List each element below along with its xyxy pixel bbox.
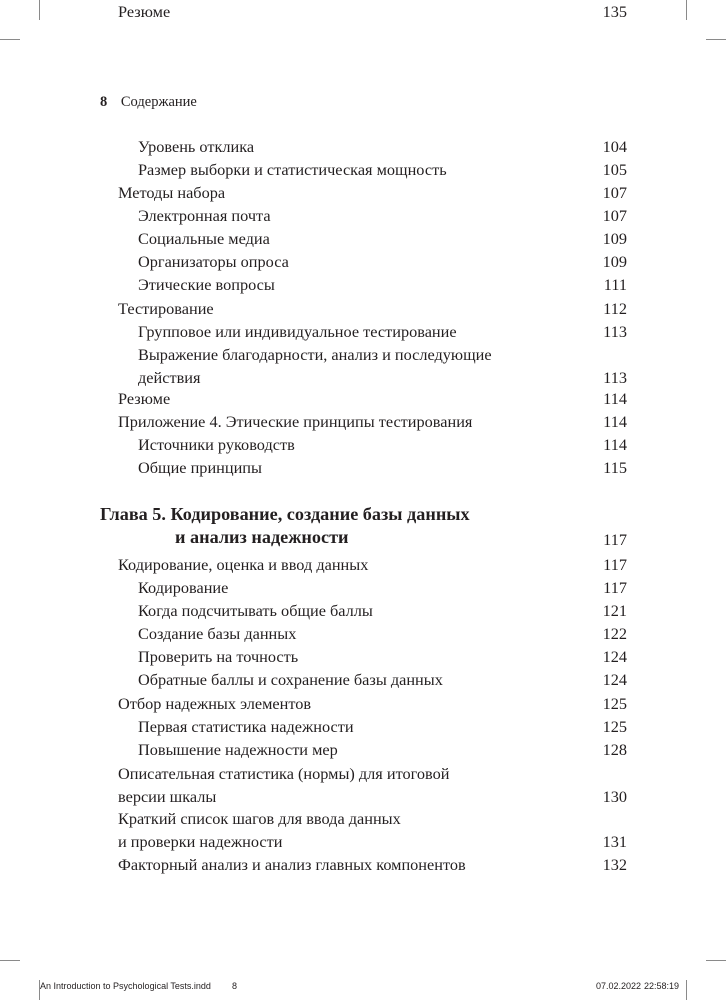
- toc-entry-page: 128: [602, 740, 627, 759]
- toc-entry-page: 117: [603, 555, 627, 574]
- toc-entry-page: 105: [602, 160, 627, 179]
- toc-entry-page: 121: [602, 601, 627, 620]
- toc-entry-title: Этические вопросы: [138, 275, 275, 294]
- toc-entry-title: Электронная почта: [138, 206, 271, 225]
- toc-entry-title-cont: версии шкалы: [118, 787, 217, 806]
- toc-entry-title: Когда подсчитывать общие баллы: [138, 601, 373, 620]
- footer-page: 8: [232, 981, 238, 991]
- toc-entry-title-cont: действия: [138, 368, 201, 387]
- chapter-title-cont: и анализ надежности: [175, 527, 349, 547]
- toc-entry-page: 132: [602, 855, 627, 874]
- toc-entry-page: 109: [602, 252, 627, 271]
- chapter-page: 117: [603, 530, 627, 549]
- toc-entry-page: 131: [602, 832, 627, 851]
- toc-entry-title: Общие принципы: [138, 458, 262, 477]
- toc-entry-page: 124: [602, 647, 627, 666]
- toc-entry-title: Повышение надежности мер: [138, 740, 338, 759]
- toc-entry-title: Описательная статистика (нормы) для итоговой: [118, 764, 450, 783]
- toc-entry-title: Обратные баллы и сохранение базы данных: [138, 670, 443, 689]
- toc-entry-page: 104: [602, 137, 627, 156]
- toc-entry-title: Приложение 4. Этические принципы тестирования: [118, 412, 473, 431]
- running-head-title: Содержание: [120, 94, 197, 110]
- footer-filename: An Introduction to Psychological Tests.indd: [40, 981, 211, 991]
- toc-entry-title: Создание базы данных: [138, 624, 297, 643]
- toc-entry-page: 113: [603, 322, 627, 341]
- toc-entry-title: Факторный анализ и анализ главных компонентов: [118, 855, 466, 874]
- toc-entry-page: 115: [603, 458, 627, 477]
- toc-entry-page: 130: [602, 787, 627, 806]
- toc-entry-page: 125: [602, 694, 627, 713]
- toc-entry-title: Кодирование, оценка и ввод данных: [118, 555, 369, 574]
- toc-entry-title: Выражение благодарности, анализ и последующие: [138, 345, 492, 364]
- print-footer: [0, 981, 726, 997]
- toc-entry-page: 122: [602, 624, 627, 643]
- footer-date: 07.02.2022: [596, 981, 642, 991]
- toc-entry-title: Проверить на точность: [138, 647, 299, 666]
- toc-entry-title: Групповое или индивидуальное тестирование: [138, 322, 457, 341]
- toc-entry-page: 111: [603, 275, 627, 294]
- toc-entry-title: Первая статистика надежности: [138, 717, 354, 736]
- toc-entry-title: Кодирование: [138, 578, 229, 597]
- toc-entry-title: Методы набора: [118, 183, 226, 202]
- toc-entry-title: Размер выборки и статистическая мощность: [138, 160, 447, 179]
- toc-entry-title: Источники руководств: [138, 435, 295, 454]
- toc-entry-title: Краткий список шагов для ввода данных: [118, 809, 401, 828]
- toc-entry-title: Организаторы опроса: [138, 252, 289, 271]
- toc-entry-page: 135: [602, 2, 627, 21]
- toc-entry-page: 114: [603, 389, 627, 408]
- toc-entry-title: Резюме: [118, 2, 171, 21]
- toc-entry-page: 125: [602, 717, 627, 736]
- toc-entry-title-cont: и проверки надежности: [118, 832, 283, 851]
- toc-entry-page: 114: [603, 412, 627, 431]
- toc-entry-page: 107: [602, 183, 627, 202]
- chapter-title: Глава 5. Кодирование, создание базы данных: [100, 504, 470, 524]
- toc-entry-title: Тестирование: [118, 299, 214, 318]
- footer-time: 22:58:19: [644, 981, 680, 991]
- toc-entry-title: Уровень отклика: [138, 137, 255, 156]
- toc-entry-page: 124: [602, 670, 627, 689]
- toc-entry-title: Социальные медиа: [138, 229, 270, 248]
- toc-entry-title: Резюме: [118, 389, 171, 408]
- toc-entry-page: 107: [602, 206, 627, 225]
- toc-entry-page: 109: [602, 229, 627, 248]
- toc-entry-page: 114: [603, 435, 627, 454]
- toc-entry-page: 112: [603, 299, 627, 318]
- toc-entry-page: 113: [603, 368, 627, 387]
- page-number: 8: [100, 94, 108, 110]
- toc-entry-title: Отбор надежных элементов: [118, 694, 312, 713]
- toc-entry-page: 117: [603, 578, 627, 597]
